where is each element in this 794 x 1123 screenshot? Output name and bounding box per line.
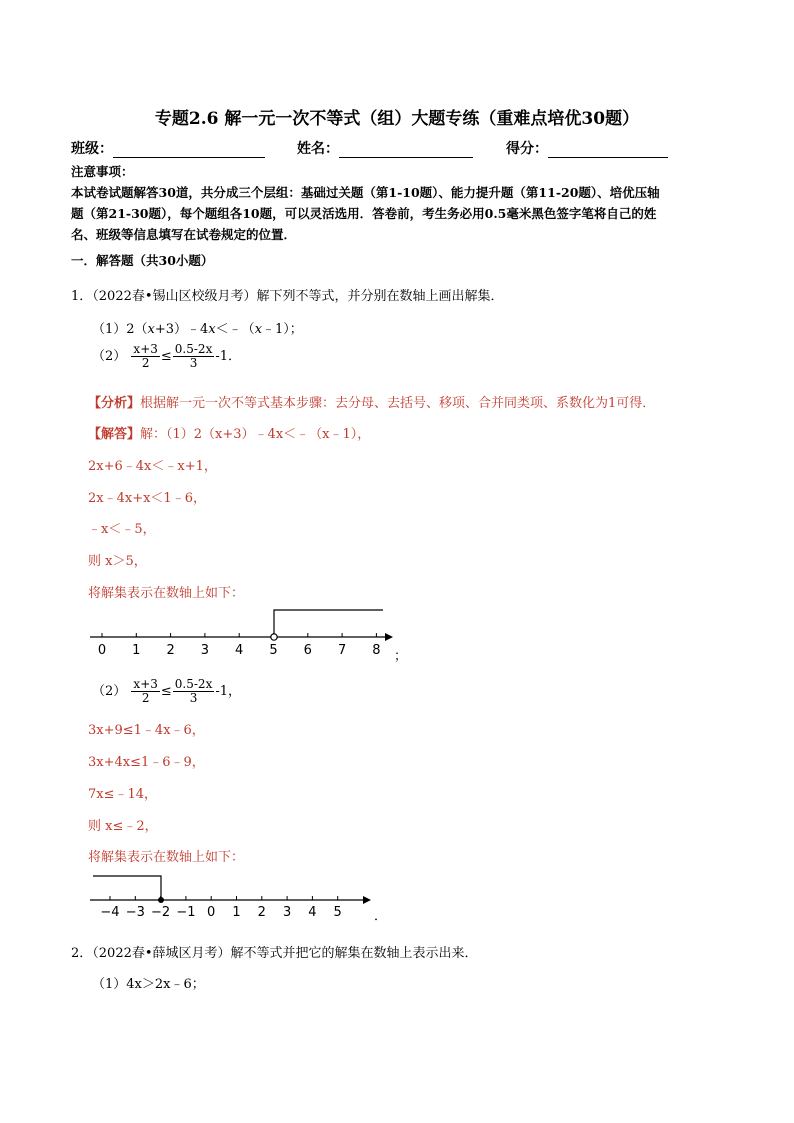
step-4: 则 x＞5，: [88, 554, 147, 569]
tick-label: 7: [337, 643, 347, 658]
q2-stem: 2．（2022春•薛城区月考）解不等式并把它的解集在数轴上表示出来．: [71, 946, 478, 961]
score-blank[interactable]: [548, 142, 668, 158]
tick-label: 2: [257, 905, 266, 920]
step-2: 2x﹣4x+x＜1﹣6，: [88, 491, 206, 506]
step-1: 2x+6﹣4x＜﹣x+1，: [88, 459, 217, 474]
tick-label: −2: [151, 905, 171, 920]
tick-label: 4: [308, 905, 317, 920]
number-line-1: [85, 602, 408, 664]
score-label: 得分：: [506, 141, 548, 157]
step-3: ﹣x＜﹣5，: [88, 522, 156, 537]
notice-line-3: 名、班级等信息填写在试卷规定的位置．: [71, 227, 297, 242]
number-line-2: [85, 866, 388, 926]
tick-label: −3: [125, 905, 145, 920]
tick-label: 3: [282, 905, 292, 920]
tick-label: 6: [303, 643, 312, 658]
tick-label: 4: [235, 643, 244, 658]
fraction-1: $\frac{x+3}{2}$: [133, 342, 158, 370]
tick-label: −4: [100, 905, 120, 920]
answer-start: 【解答】解：（1）2（x+3）﹣4x＜﹣（x﹣1），: [88, 427, 371, 442]
name-label: 姓名：: [297, 141, 339, 157]
tick-label: 1: [132, 643, 141, 658]
tick-label: 1: [232, 905, 241, 920]
step-5: 3x+9≤1﹣4x﹣6，: [88, 723, 205, 738]
tick-label: 5: [333, 905, 342, 920]
q2-part1: （1）4x＞2x﹣6；: [92, 977, 205, 992]
tick-label: 8: [372, 643, 381, 658]
show-on-axis-1: 将解集表示在数轴上如下：: [88, 586, 245, 601]
solution-ray: [93, 876, 161, 900]
q1-part2: （2） $\frac{x+3}{2}$ ≤ $\frac{0.5-2x}{3}$ -1．: [92, 342, 242, 370]
class-field: [71, 138, 265, 158]
class-blank[interactable]: [113, 142, 265, 158]
show-on-axis-2: 将解集表示在数轴上如下：: [88, 850, 245, 865]
step-7: 7x≤﹣14，: [88, 787, 158, 802]
step-6: 3x+4x≤1﹣6﹣9，: [88, 755, 205, 770]
name-blank[interactable]: [339, 142, 473, 158]
closed-circle-endpoint: [158, 897, 164, 903]
q1-part1: （1）2（x+3）﹣4x＜﹣（x﹣1）；: [92, 322, 303, 337]
step-8: 则 x≤﹣2，: [88, 819, 158, 834]
axis-arrow: [363, 896, 371, 904]
score-field: [506, 138, 668, 158]
analysis: 【分析】根据解一元一次不等式基本步骤：去分母、去括号、移项、合并同类项、系数化为1可得．: [88, 396, 656, 411]
tick-label: −1: [176, 905, 196, 920]
notice-line-1: 本试卷试题解答30道，共分成三个层组：基础过关题（第1-10题）、能力提升题（第11-20题）、培优压轴: [71, 185, 660, 200]
tick-label: 2: [166, 643, 175, 658]
q1-stem: 1．（2022春•锡山区校级月考）解下列不等式，并分别在数轴上画出解集．: [71, 289, 504, 304]
tick-label: 0: [207, 905, 216, 920]
notice-line-2: 题（第21-30题），每个题组各10题，可以灵活选用．答卷前，考生务必用0.5毫米黑色签字笔将自己的姓: [71, 206, 657, 221]
q1-part2-solution: （2） $\frac{x+3}{2}$ ≤ $\frac{0.5-2x}{3}$ -1，: [92, 677, 242, 705]
section-heading: 一．解答题（共30小题）: [71, 253, 214, 268]
open-circle-endpoint: [271, 634, 277, 640]
name-field: [297, 138, 473, 158]
tick-label: 0: [97, 643, 107, 658]
tick-label: 3: [200, 643, 210, 658]
axis2-end-mark: ．: [374, 909, 388, 924]
axis1-end-mark: ；: [394, 649, 408, 664]
solution-ray: [274, 610, 383, 637]
tick-label: 5: [269, 643, 278, 658]
fraction-2: $\frac{0.5-2x}{3}$: [174, 342, 213, 370]
axis-arrow: [385, 633, 393, 641]
notice-heading: 注意事项：: [71, 164, 134, 179]
page-title: 专题2.6 解一元一次不等式（组）大题专练（重难点培优30题）: [154, 109, 640, 129]
class-label: 班级：: [71, 141, 113, 157]
